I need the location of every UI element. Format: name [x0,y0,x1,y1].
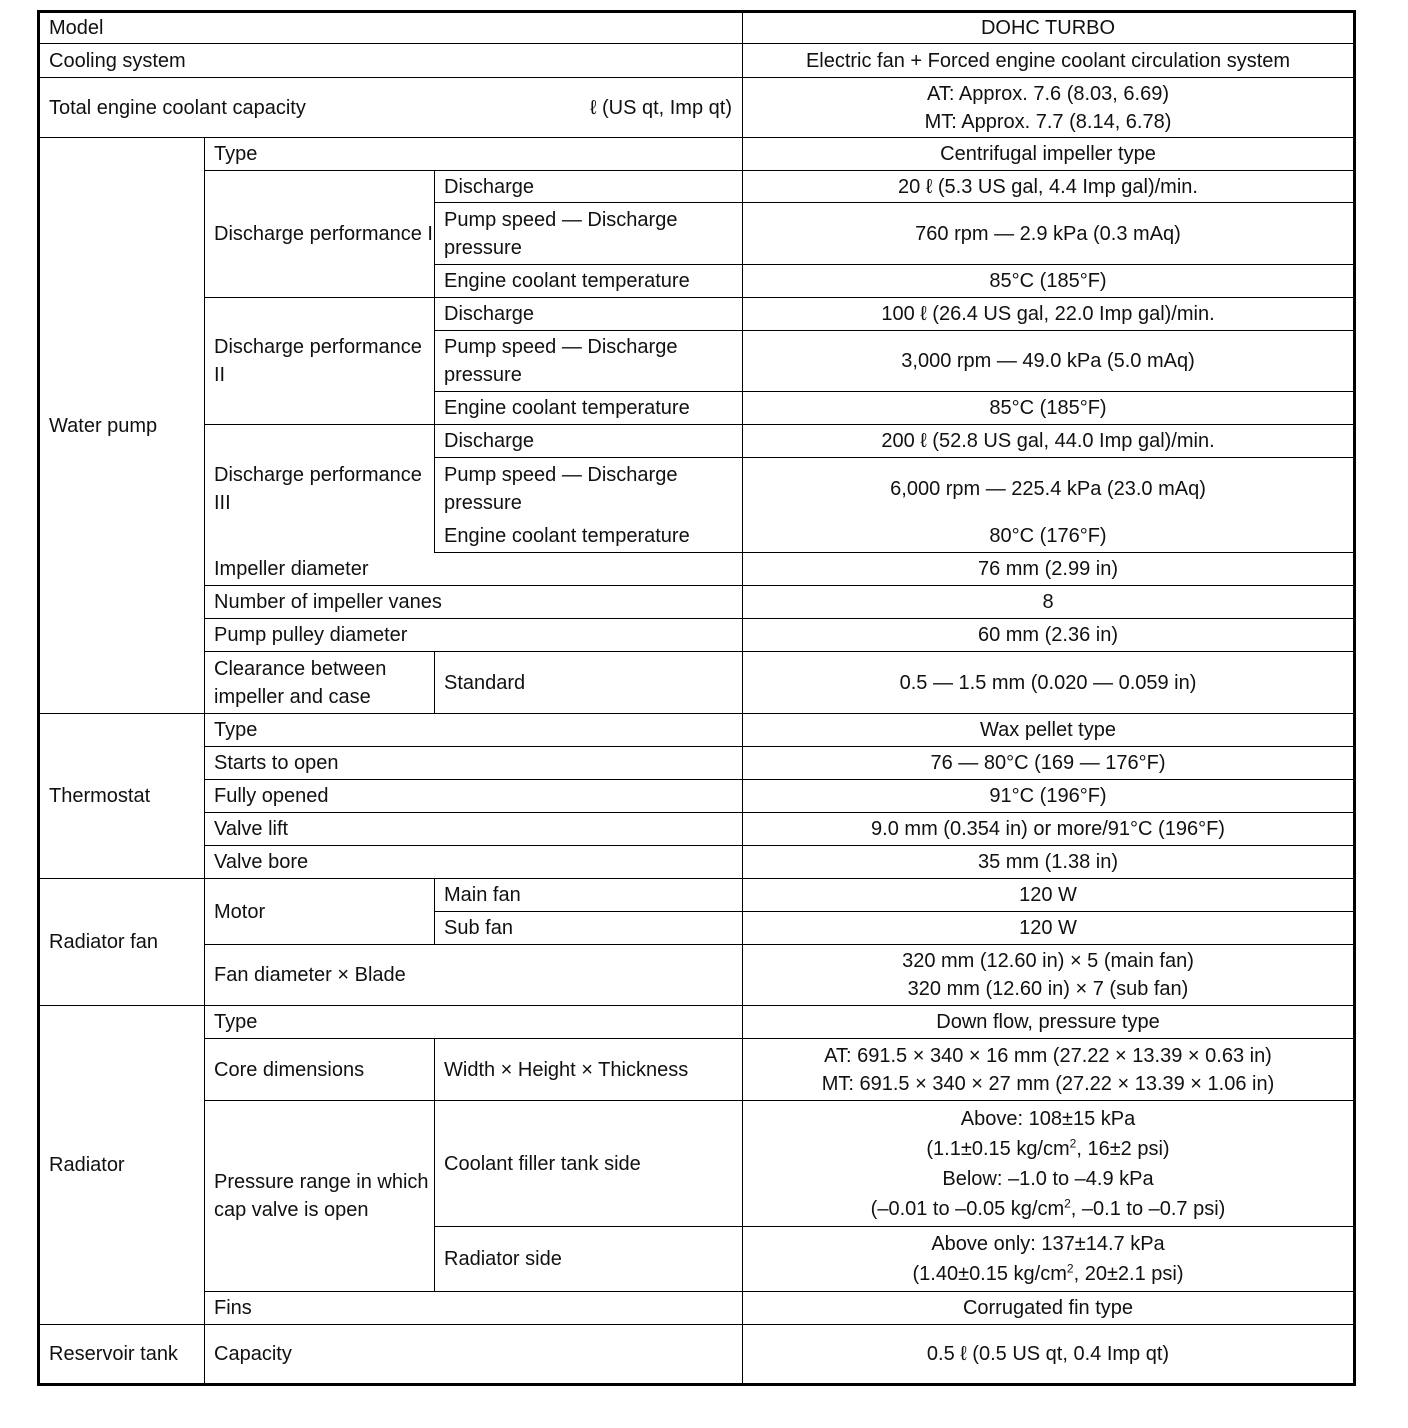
reservoir-label: Reservoir tank [39,1325,205,1385]
p2-temp-value: 85°C (185°F) [743,392,1355,425]
p2-discharge-label: Discharge [435,298,743,331]
radiator-side-above: Above only: 137±14.7 kPa [931,1233,1165,1255]
row-th-lift [39,813,1355,846]
filler-above: Above: 108±15 kPa [960,1107,1136,1130]
filler-above-sup: 2 [1069,1135,1077,1150]
fan-main-value: 120 W [743,879,1355,912]
p3-label: Discharge performance III [205,425,435,553]
impeller-diameter-label: Impeller diameter [205,553,743,586]
th-lift-value: 9.0 mm (0.354 in) or more/91°C (196°F) [743,813,1355,846]
th-starts-value: 76 — 80°C (169 — 176°F) [743,747,1355,780]
row-rad-type [39,1006,1355,1039]
row-p1-discharge [39,171,1355,203]
row-th-type [39,714,1355,747]
water-pump-label: Water pump [39,138,205,714]
rad-type-value: Down flow, pressure type [743,1006,1355,1039]
fan-main-label: Main fan [435,879,743,912]
total-capacity-value [743,78,1355,138]
pulley-value: 60 mm (2.36 in) [743,619,1355,652]
p3-temp-value: 80°C (176°F) [743,520,1355,553]
wp-type-value: Centrifugal impeller type [743,138,1355,171]
vanes-value: 8 [743,586,1355,619]
fan-motor-label: Motor [205,879,435,945]
clearance-value: 0.5 — 1.5 mm (0.020 — 0.059 in) [743,652,1355,714]
core-value [743,1039,1355,1101]
th-type-label: Type [205,714,743,747]
row-impeller-diameter [39,553,1355,586]
p3-temp-label: Engine coolant temperature [435,520,743,553]
reservoir-capacity-label: Capacity [205,1325,743,1385]
fan-sub-label: Sub fan [435,912,743,945]
reservoir-capacity-value: 0.5 ℓ (0.5 US qt, 0.4 Imp qt) [743,1325,1355,1385]
p2-speed-value: 3,000 rpm — 49.0 kPa (5.0 mAq) [743,331,1355,392]
row-pulley [39,619,1355,652]
fan-diameter-main: 320 mm (12.60 in) × 5 (main fan) [902,950,1194,972]
model-value: DOHC TURBO [743,12,1355,44]
p2-temp-label: Engine coolant temperature [435,392,743,425]
fan-diameter-label: Fan diameter × Blade [205,945,743,1006]
radiator-side-post: , 20±2.1 psi) [1073,1263,1184,1285]
row-fan-main [39,879,1355,912]
cooling-spec-table [37,10,1356,1386]
th-starts-label: Starts to open [205,747,743,780]
row-fan-diameter [39,945,1355,1006]
p1-discharge-label: Discharge [435,171,743,203]
p2-speed-label: Pump speed — Discharge pressure [435,331,743,392]
row-p3-discharge [39,425,1355,458]
radiator-label: Radiator [39,1006,205,1325]
pressure-label: Pressure range in which cap valve is open [205,1101,435,1292]
radiator-side-pre: (1.40±0.15 kg/cm [912,1263,1067,1285]
row-rad-filler [39,1101,1355,1227]
row-rad-fins [39,1292,1355,1325]
row-cooling-system [39,44,1355,78]
pulley-label: Pump pulley diameter [205,619,743,652]
p1-temp-value: 85°C (185°F) [743,265,1355,298]
row-th-bore [39,846,1355,879]
total-capacity-label: Total engine coolant capacity [49,96,306,119]
fins-value: Corrugated fin type [743,1292,1355,1325]
total-capacity-unit: ℓ (US qt, Imp qt) [589,96,732,119]
p1-label: Discharge performance I [205,171,435,298]
p1-temp-label: Engine coolant temperature [435,265,743,298]
p3-discharge-label: Discharge [435,425,743,458]
clearance-label: Clearance between impeller and case [205,652,435,714]
p3-discharge-value: 200 ℓ (52.8 US gal, 44.0 Imp gal)/min. [743,425,1355,458]
fins-label: Fins [205,1292,743,1325]
row-clearance [39,652,1355,714]
vanes-label: Number of impeller vanes [205,586,743,619]
p3-speed-value: 6,000 rpm — 225.4 kPa (23.0 mAq) [743,458,1355,520]
radiator-side-sup: 2 [1066,1261,1074,1276]
model-label: Model [39,12,743,44]
filler-above-pre: (1.1±0.15 kg/cm [926,1137,1070,1160]
filler-value [743,1101,1355,1227]
radiator-side-label: Radiator side [435,1227,743,1292]
core-mt: MT: 691.5 × 340 × 27 mm (27.22 × 13.39 × 1.06 in) [821,1072,1275,1095]
clearance-sub: Standard [435,652,743,714]
filler-below: Below: –1.0 to –4.9 kPa [942,1167,1154,1190]
p3-speed-label: Pump speed — Discharge pressure [435,458,743,520]
core-at: AT: 691.5 × 340 × 16 mm (27.22 × 13.39 × 0.63 in) [824,1044,1272,1067]
fan-diameter-value [743,945,1355,1006]
filler-above-detail [749,1134,1347,1164]
p1-discharge-value: 20 ℓ (5.3 US gal, 4.4 Imp gal)/min. [743,171,1355,203]
p1-speed-value: 760 rpm — 2.9 kPa (0.3 mAq) [743,203,1355,265]
row-rad-core [39,1039,1355,1101]
fan-diameter-sub: 320 mm (12.60 in) × 7 (sub fan) [907,978,1189,1000]
th-lift-label: Valve lift [205,813,743,846]
radiator-fan-label: Radiator fan [39,879,205,1006]
fan-sub-value: 120 W [743,912,1355,945]
row-th-starts [39,747,1355,780]
cooling-system-value: Electric fan + Forced engine coolant circulation system [743,44,1355,78]
filler-below-pre: (–0.01 to –0.05 kg/cm [870,1197,1065,1220]
thermostat-label: Thermostat [39,714,205,879]
p1-speed-label: Pump speed — Discharge pressure [435,203,743,265]
filler-below-detail [749,1194,1347,1224]
total-capacity-at: AT: Approx. 7.6 (8.03, 6.69) [927,82,1169,105]
core-sub: Width × Height × Thickness [435,1039,743,1101]
row-reservoir [39,1325,1355,1385]
th-type-value: Wax pellet type [743,714,1355,747]
row-wp-type [39,138,1355,171]
radiator-side-value [743,1227,1355,1292]
core-label: Core dimensions [205,1039,435,1101]
row-th-fully [39,780,1355,813]
total-capacity-mt: MT: Approx. 7.7 (8.14, 6.78) [924,110,1172,133]
filler-above-post: , 16±2 psi) [1076,1137,1170,1160]
row-vanes [39,586,1355,619]
row-model [39,12,1355,44]
filler-below-sup: 2 [1064,1195,1071,1210]
th-bore-value: 35 mm (1.38 in) [743,846,1355,879]
filler-below-post: , –0.1 to –0.7 psi) [1070,1197,1226,1220]
rad-type-label: Type [205,1006,743,1039]
row-p2-discharge [39,298,1355,331]
row-total-capacity [39,78,1355,138]
total-capacity-cell [39,78,743,138]
radiator-side-detail [749,1259,1347,1289]
impeller-diameter-value: 76 mm (2.99 in) [743,553,1355,586]
th-bore-label: Valve bore [205,846,743,879]
p2-label: Discharge performance II [205,298,435,425]
p2-discharge-value: 100 ℓ (26.4 US gal, 22.0 Imp gal)/min. [743,298,1355,331]
th-fully-value: 91°C (196°F) [743,780,1355,813]
filler-label: Coolant filler tank side [435,1101,743,1227]
wp-type-label: Type [205,138,743,171]
th-fully-label: Fully opened [205,780,743,813]
cooling-system-label: Cooling system [39,44,743,78]
